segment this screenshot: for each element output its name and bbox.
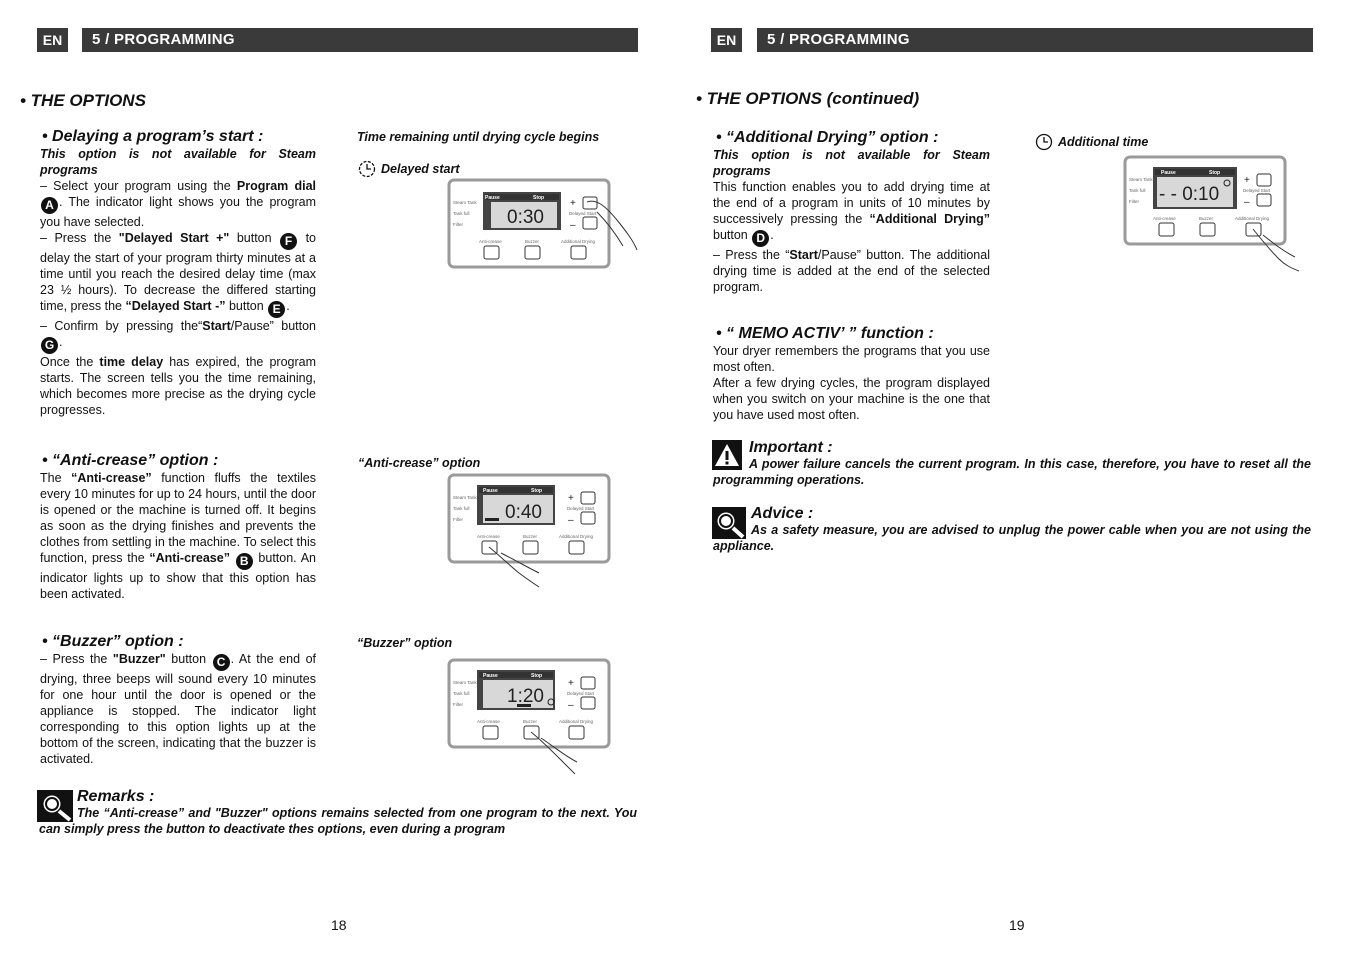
badge-e: E xyxy=(268,301,285,318)
delay-paragraph-3: – Confirm by pressing the“Start/Pause” button G . xyxy=(40,319,316,352)
svg-text:Filter: Filter xyxy=(453,702,463,707)
svg-text:Buzzer: Buzzer xyxy=(523,534,538,539)
control-panel-anticrease xyxy=(447,473,642,591)
svg-text:–: – xyxy=(568,515,574,526)
svg-text:Filter: Filter xyxy=(453,222,463,227)
delay-paragraph-2: – Press the "Delayed Start +" button F to delay the start of your program thirty minutes at a time until you reach the desired delay time (max 23 ½ hours). To decrease the differed starting time, press the “Delayed Start -” button E . xyxy=(40,231,316,316)
memo-heading: • “ MEMO ACTIV’ ” function : xyxy=(716,325,934,342)
buzzer-heading: • “Buzzer” option : xyxy=(42,633,184,650)
svg-text:Pause: Pause xyxy=(483,673,498,679)
svg-text:Anti-crease: Anti-crease xyxy=(479,239,502,244)
svg-text:Stop: Stop xyxy=(533,195,545,201)
memo-paragraph-2: After a few drying cycles, the program displayed when you switch on your machine is the one that you have used most often. xyxy=(713,376,990,422)
additional-time-caption: Additional time xyxy=(1035,133,1148,151)
clock-icon xyxy=(1035,133,1053,151)
page-number-left: 18 xyxy=(331,917,347,933)
lcd-display-buzzer: 1:20 xyxy=(507,686,544,707)
buzzer-caption: “Buzzer” option xyxy=(357,636,453,650)
svg-text:Delayed Start: Delayed Start xyxy=(567,691,595,696)
badge-f: F xyxy=(280,233,297,250)
delay-heading: • Delaying a program’s start : xyxy=(42,128,264,145)
remarks-heading: Remarks : xyxy=(77,788,155,805)
svg-text:Delayed Start: Delayed Start xyxy=(567,506,595,511)
memo-section xyxy=(713,343,990,423)
badge-b: B xyxy=(236,553,253,570)
advice-heading: Advice : xyxy=(751,505,814,522)
svg-text:Steam Tank: Steam Tank xyxy=(1129,177,1153,182)
svg-text:Anti-crease: Anti-crease xyxy=(477,534,500,539)
svg-text:+: + xyxy=(1244,175,1250,186)
svg-text:Buzzer: Buzzer xyxy=(523,719,538,724)
control-panel-additional xyxy=(1123,155,1308,273)
badge-a: A xyxy=(41,197,58,214)
svg-text:–: – xyxy=(1244,197,1250,208)
memo-paragraph-1: Your dryer remembers the programs that you use most often. xyxy=(713,344,990,374)
lcd-display-anticrease: 0:40 xyxy=(505,502,542,523)
svg-text:Tank full: Tank full xyxy=(453,691,470,696)
svg-text:+: + xyxy=(570,198,576,209)
control-panel-delay xyxy=(447,178,642,273)
page-title-right: • THE OPTIONS (continued) xyxy=(696,89,920,108)
svg-text:Filter: Filter xyxy=(453,517,463,522)
anticrease-paragraph: The “Anti-crease” function fluffs the textiles every 10 minutes for up to 24 hours, until the door is opened or the machine is turned off. It begins as soon as the drying finishes and prevents the clothes from settling in the machine. To select this function, press the “Anti-crease” B button. An indicator lights up to show that this option has been activated. xyxy=(40,471,317,601)
additional-not-available-note: This option is not available for Steam programs xyxy=(713,148,990,178)
delay-section xyxy=(40,146,316,418)
delay-paragraph-1: – Select your program using the Program dial A . The indicator light shows you the program you have selected. xyxy=(40,179,316,229)
svg-text:+: + xyxy=(568,493,574,504)
svg-text:Pause: Pause xyxy=(485,195,500,201)
svg-text:–: – xyxy=(568,700,574,711)
svg-text:Pause: Pause xyxy=(483,488,498,494)
delayed-start-caption: Delayed start xyxy=(358,160,460,178)
control-panel-buzzer xyxy=(447,658,642,776)
anticrease-caption: “Anti-crease” option xyxy=(358,456,481,470)
language-tag: EN xyxy=(37,28,68,52)
important-text: A power failure cancels the current program. In this case, therefore, you have to reset all the programming operations. xyxy=(713,457,1311,487)
delay-paragraph-4: Once the time delay has expired, the program starts. The screen tells you the time remaining, which becomes more precise as the drying cycle progresses. xyxy=(40,355,316,417)
svg-text:Pause: Pause xyxy=(1161,170,1176,176)
svg-text:Steam Tank: Steam Tank xyxy=(453,680,477,685)
delay-not-available-note: This option is not available for Steam programs xyxy=(40,147,316,177)
svg-text:+: + xyxy=(568,678,574,689)
svg-text:Stop: Stop xyxy=(1209,170,1221,176)
lcd-display-delay: 0:30 xyxy=(507,207,544,228)
additional-paragraph-1: This function enables you to add drying time at the end of a program in units of 10 minutes by successively pressing the “Additional Drying” button D . xyxy=(713,180,990,245)
svg-text:Additional Drying: Additional Drying xyxy=(1235,216,1270,221)
badge-g: G xyxy=(41,337,58,354)
badge-d: D xyxy=(752,230,769,247)
advice-text: As a safety measure, you are advised to unplug the power cable when you are not using the appliance. xyxy=(713,523,1311,553)
section-header: 5 / PROGRAMMING xyxy=(82,28,638,52)
buzzer-paragraph: – Press the "Buzzer" button C . At the end of drying, three beeps will sound every 10 minutes for one hour until the door is opened or the appliance is stopped. The indicator light corresponding to this option lights up at the bottom of the screen, indicating that the buzzer is activated. xyxy=(40,652,317,766)
svg-text:Filter: Filter xyxy=(1129,199,1139,204)
svg-text:Anti-crease: Anti-crease xyxy=(1153,216,1176,221)
time-remaining-caption: Time remaining until drying cycle begins xyxy=(357,130,600,144)
svg-text:Tank full: Tank full xyxy=(1129,188,1146,193)
section-header-right: 5 / PROGRAMMING xyxy=(757,28,1313,52)
anticrease-heading: • “Anti-crease” option : xyxy=(42,452,219,469)
lcd-display-additional: - - 0:10 xyxy=(1159,184,1220,205)
svg-text:Steam Tank: Steam Tank xyxy=(453,495,477,500)
important-heading: Important : xyxy=(749,439,833,456)
svg-text:Additional Drying: Additional Drying xyxy=(561,239,596,244)
svg-text:Buzzer: Buzzer xyxy=(1199,216,1214,221)
svg-text:–: – xyxy=(570,220,576,231)
svg-text:Delayed Start: Delayed Start xyxy=(1243,188,1271,193)
page-title: • THE OPTIONS xyxy=(20,91,146,110)
language-tag-right: EN xyxy=(711,28,742,52)
svg-text:Buzzer: Buzzer xyxy=(525,239,540,244)
page-number-right: 19 xyxy=(1009,917,1025,933)
svg-text:Additional Drying: Additional Drying xyxy=(559,534,594,539)
svg-text:Stop: Stop xyxy=(531,488,543,494)
svg-text:Anti-crease: Anti-crease xyxy=(477,719,500,724)
svg-text:Stop: Stop xyxy=(531,673,543,679)
additional-heading: • “Additional Drying” option : xyxy=(716,129,939,146)
svg-text:Steam Tank: Steam Tank xyxy=(453,200,477,205)
svg-text:Delayed Start: Delayed Start xyxy=(569,211,597,216)
badge-c: C xyxy=(213,654,230,671)
additional-section xyxy=(713,147,990,295)
svg-text:Additional Drying: Additional Drying xyxy=(559,719,594,724)
svg-text:Tank full: Tank full xyxy=(453,211,470,216)
remarks-text: The “Anti-crease” and "Buzzer" options remains selected from one program to the next. You can simply press the button to deactivate thes options, even during a program xyxy=(39,806,637,836)
delay-clock-icon xyxy=(358,160,376,178)
additional-paragraph-2: – Press the “Start/Pause” button. The additional drying time is added at the end of the selected program. xyxy=(713,248,990,294)
svg-text:Tank full: Tank full xyxy=(453,506,470,511)
